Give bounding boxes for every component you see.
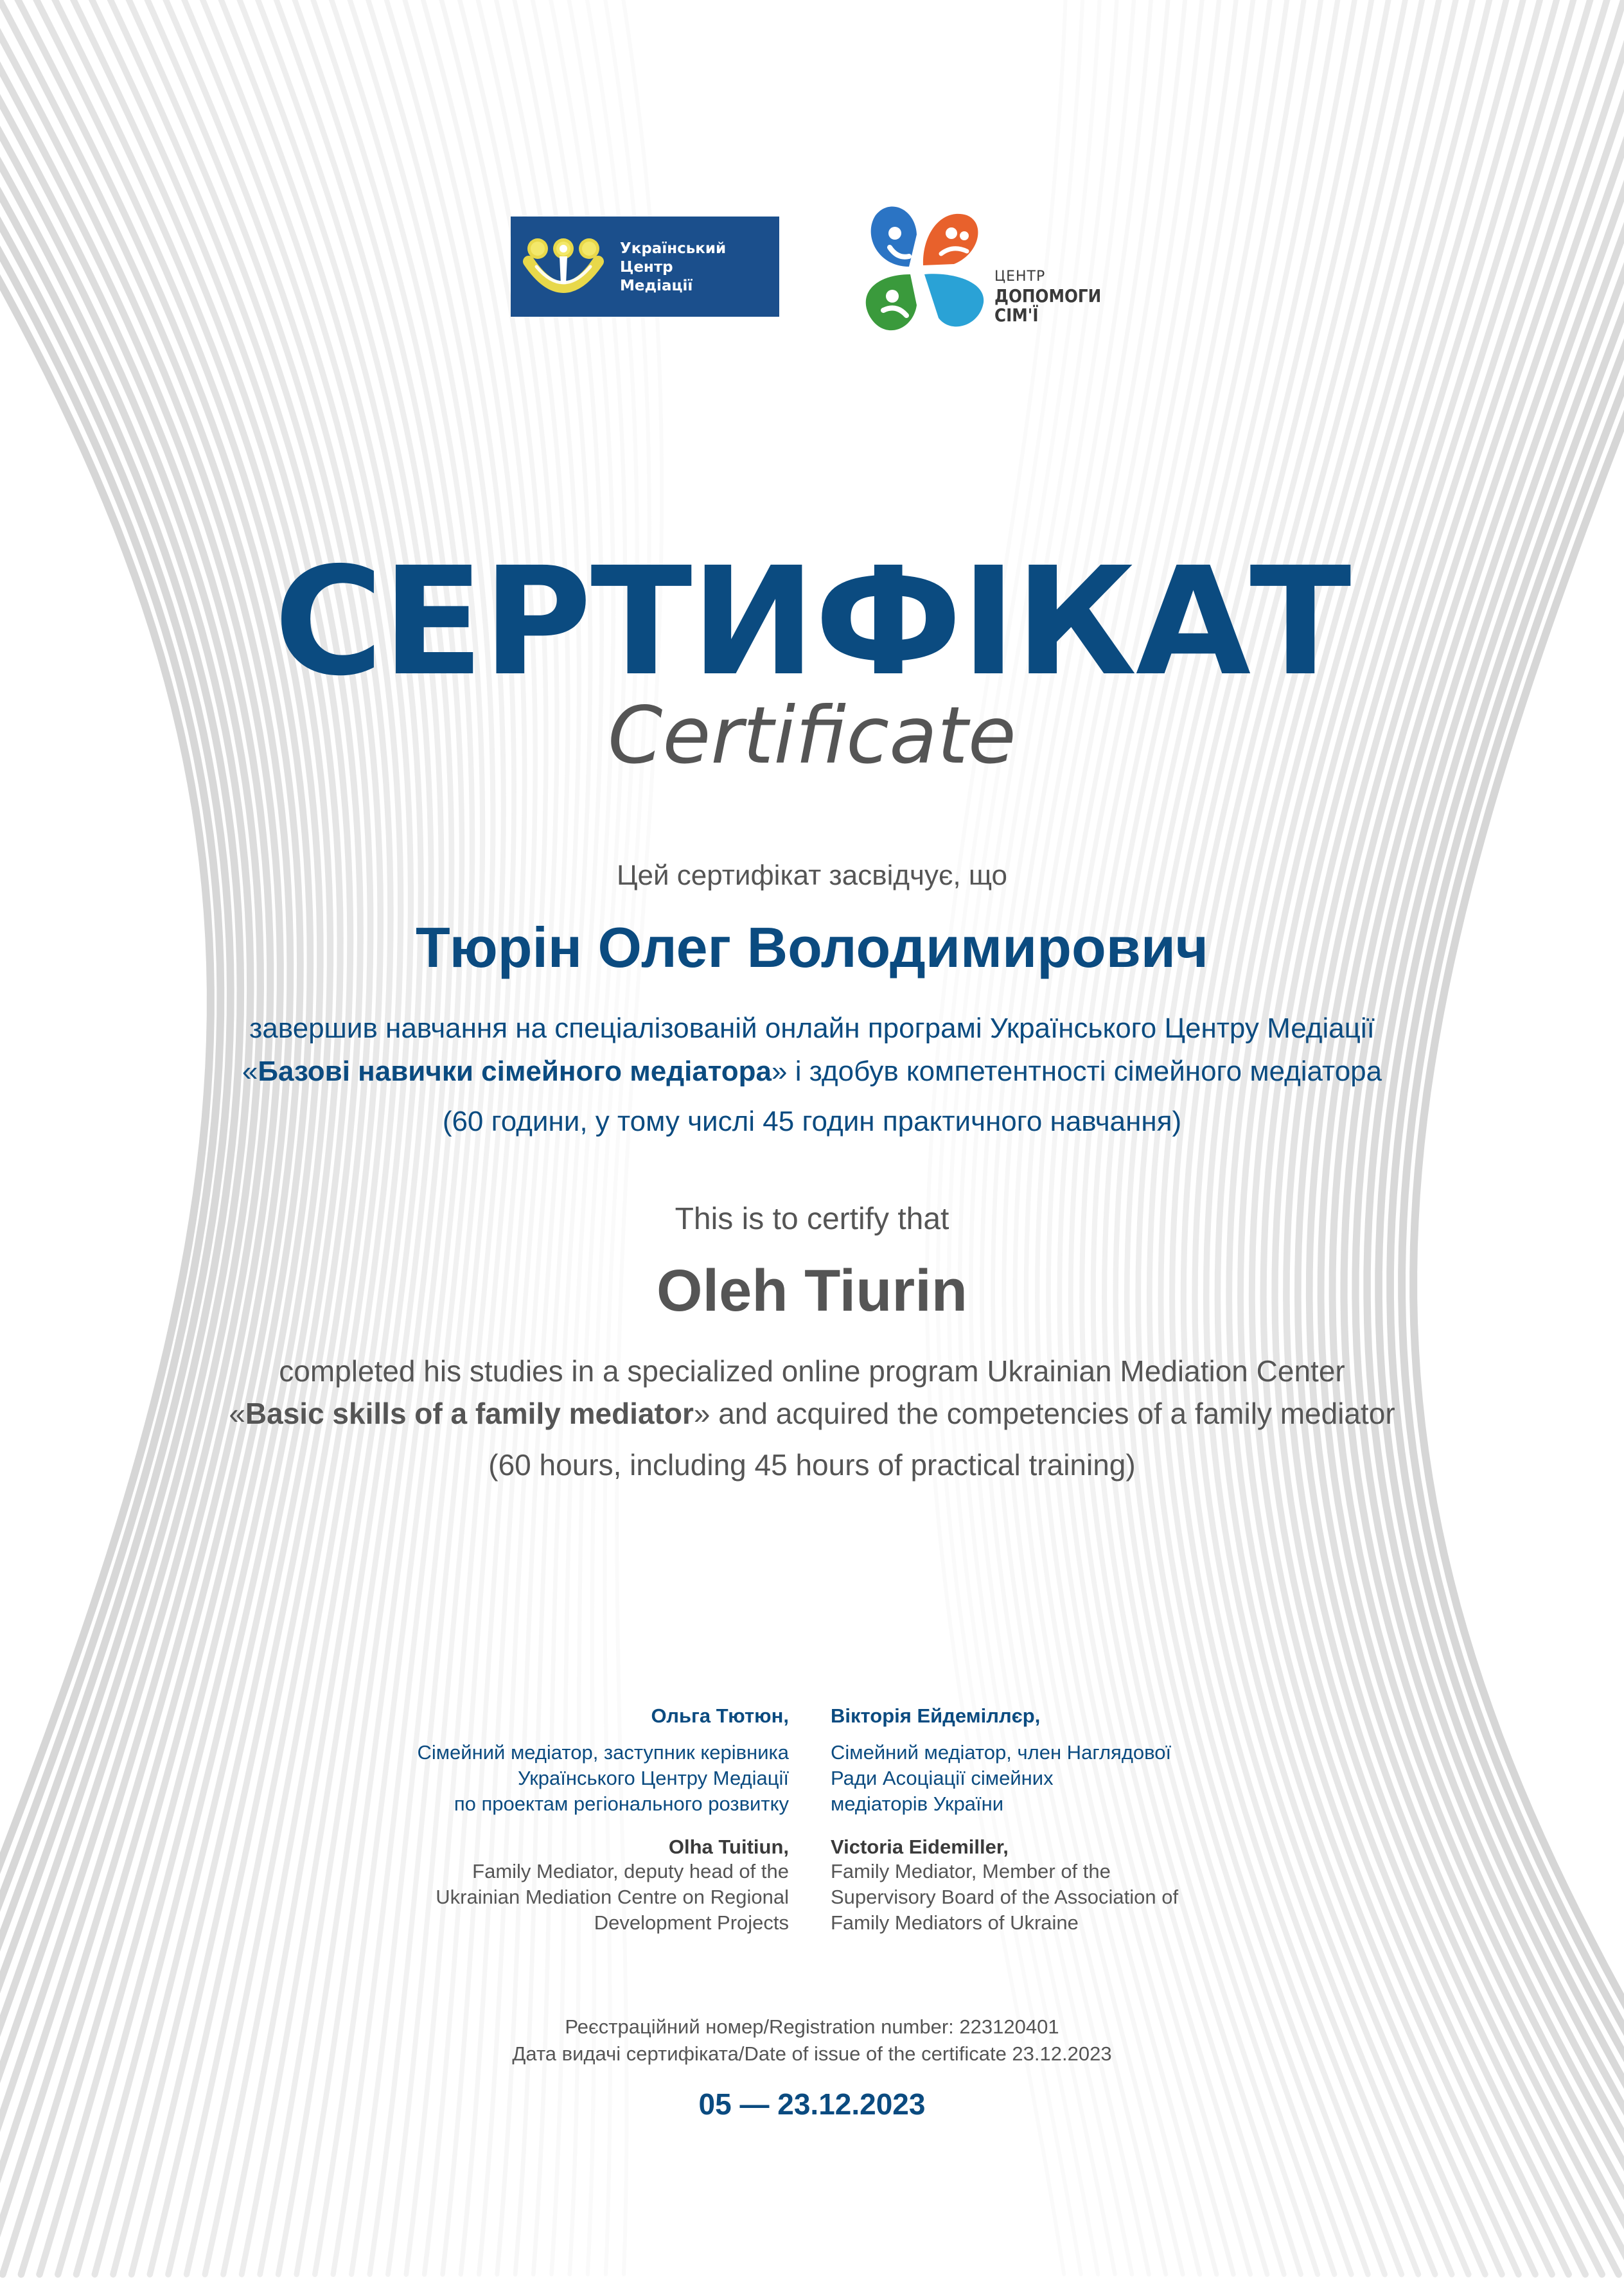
family-center-logo-line3: СІМ'Ї <box>994 305 1039 326</box>
right-signatory-ua-name: Вікторія Ейдеміллєр, <box>831 1704 1041 1727</box>
en-program-name: Basic skills of a family mediator <box>245 1397 694 1430</box>
right-ua-role-line3: медіаторів України <box>831 1793 1004 1815</box>
umc-logo-line3: Медіації <box>620 278 693 294</box>
training-period: 05 — 23.12.2023 <box>698 2087 926 2121</box>
ua-program-name: Базові навички сімейного медіатора <box>258 1056 772 1087</box>
left-ua-role-line3: по проектам регіонального розвитку <box>454 1793 789 1815</box>
en-program-line <box>0 1394 1624 1433</box>
ua-completion-line: завершив навчання на спеціалізованій онлайн програмі Українського Центру Медіації <box>249 1013 1375 1044</box>
left-signatory-ua-name: Ольга Тютюн, <box>651 1704 789 1727</box>
family-center-logo-text <box>994 267 1116 325</box>
left-en-role-line3: Development Projects <box>594 1911 789 1934</box>
family-center-logo-line1: ЦЕНТР <box>994 269 1046 285</box>
umc-logo-text <box>620 240 726 296</box>
en-completion-line: completed his studies in a specialized online program Ukrainian Mediation Center <box>279 1354 1345 1388</box>
en-program-rest: » and acquired the competencies of a family mediator <box>693 1397 1395 1430</box>
family-center-logo-line2: ДОПОМОГИ <box>994 285 1102 306</box>
umc-logo-line1: Український <box>620 240 727 257</box>
mediation-smile-icon <box>511 217 620 317</box>
right-en-role-line3: Family Mediators of Ukraine <box>831 1911 1079 1934</box>
ua-program-rest: » і здобув компетентності сімейного медіатора <box>772 1056 1382 1087</box>
left-ua-role-line1: Сімейний медіатор, заступник керівника <box>417 1741 789 1764</box>
right-ua-role-line1: Сімейний медіатор, член Наглядової <box>831 1741 1172 1764</box>
en-open-quote: « <box>229 1397 245 1430</box>
left-en-role-line2: Ukrainian Mediation Centre on Regional <box>436 1886 789 1908</box>
en-recipient-name: Oleh Tiurin <box>657 1258 967 1323</box>
certificate-title: СЕРТИФІКАТ <box>274 535 1350 709</box>
issue-date: Дата видачі сертифіката/Date of issue of the certificate 23.12.2023 <box>512 2042 1112 2065</box>
ukrainian-mediation-center-logo <box>511 217 779 317</box>
ua-intro-text: Цей сертифікат засвідчує, що <box>616 860 1008 891</box>
left-signatory-ua-role <box>339 1740 789 1817</box>
ua-recipient-name: Тюрін Олег Володимирович <box>415 916 1209 979</box>
umc-logo-line2: Центр <box>620 259 673 276</box>
ua-hours-line: (60 години, у тому числі 45 годин практичного навчання) <box>442 1106 1182 1137</box>
left-ua-role-line2: Українського Центру Медіації <box>517 1767 789 1789</box>
left-signatory-en-name: Olha Tuitiun, <box>668 1836 789 1858</box>
registration-number: Реєстраційний номер/Registration number: 223120401 <box>565 2015 1059 2038</box>
right-signatory-en-role <box>831 1859 1280 1936</box>
ua-open-quote: « <box>242 1056 258 1087</box>
right-signatory-ua-role <box>831 1740 1280 1817</box>
right-en-role-line2: Supervisory Board of the Association of <box>831 1886 1179 1908</box>
certificate-subtitle: Certificate <box>608 690 1016 781</box>
en-intro-text: This is to certify that <box>675 1202 949 1236</box>
left-en-role-line1: Family Mediator, deputy head of the <box>472 1860 789 1882</box>
right-signatory-en-name: Victoria Eidemiller, <box>831 1836 1009 1858</box>
right-ua-role-line2: Ради Асоціації сімейних <box>831 1767 1054 1789</box>
ua-program-line <box>0 1052 1624 1091</box>
left-signatory-en-role <box>339 1859 789 1936</box>
right-en-role-line1: Family Mediator, Member of the <box>831 1860 1111 1882</box>
en-hours-line: (60 hours, including 45 hours of practical training) <box>488 1448 1136 1482</box>
